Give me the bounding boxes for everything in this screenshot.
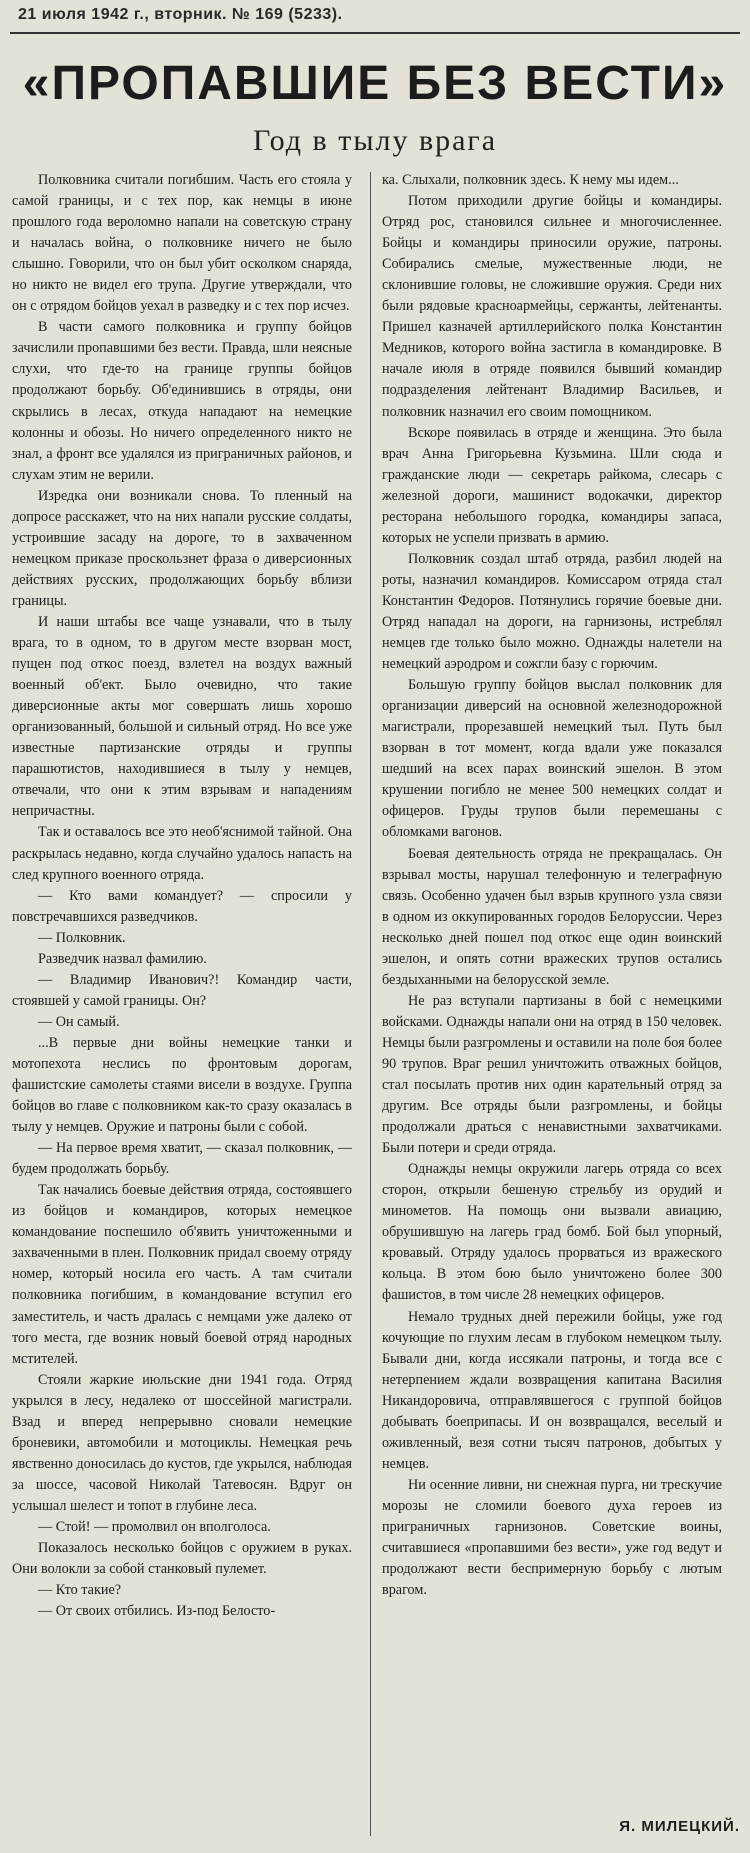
article-column-right bbox=[382, 170, 722, 1850]
paragraph: Изредка они возникали снова. То пленный на допросе расскажет, что на них напали русские солдаты, устроившие засаду на дороге, то в захваченном немецком приказе проскользнет фраза о диверсионных действиях русских, продолжающих борьбу вблизи границы. bbox=[12, 487, 352, 609]
author-signature: Я. МИЛЕЦКИЙ. bbox=[619, 1818, 740, 1835]
paragraph: Однажды немцы окружили лагерь отряда со всех сторон, открыли бешеную стрельбу из орудий и минометов. На помощь они вызвали авиацию, обрушившую на лагерь град бомб. Бой был упорный, кровавый. Отряду удалось прорваться из вражеского кольца. В этом бою было уничтожено более 300 фашистов, в том числе 28 немецких офицеров. bbox=[382, 1161, 722, 1304]
paragraph: — Полковник. bbox=[38, 929, 126, 946]
paragraph: Потом приходили другие бойцы и командиры. Отряд рос, становился сильнее и многочисленнее. Бойцы и командиры приносили оружие, патроны. Собирались смелые, мужественные люди, не склонившие головы, не сложившие оружия. Среди них были рядовые красноармейцы, сержанты, лейтенанты. Пришел казначей артиллерийского полка Константин Медников, которого война застигла в командировке. В начале июля в отряде появился бывший командир подразделения лейтенант Владимир Васильев, и полковник назначил его своим помощником. bbox=[382, 193, 722, 420]
paragraph: Так начались боевые действия отряда, состоявшего из бойцов и командиров, которых немецкое командование поспешило об'явить уничтоженными и захваченными в плен. Полковник придал своему отряду номер, который носила его часть. А там считали полковника погибшим, в командование вступил его заместитель, и часть дралась с немцами уже далеко от того места, где возник новый боевой отряд народных мстителей. bbox=[12, 1182, 352, 1367]
issue-header: 21 июля 1942 г., вторник. № 169 (5233). bbox=[18, 6, 343, 23]
paragraph: Показалось несколько бойцов с оружием в руках. Они волокли за собой станковый пулемет. bbox=[12, 1540, 352, 1578]
paragraph: — Он самый. bbox=[38, 1013, 120, 1030]
paragraph: — Кто вами командует? — спросили у повстречавшихся разведчиков. bbox=[12, 887, 352, 925]
paragraph: Так и оставалось все это необ'яснимой тайной. Она раскрылась недавно, когда случайно удалось напасть на след крупного военного отряда. bbox=[12, 824, 352, 883]
paragraph: — Владимир Иванович?! Командир части, стоявшей у самой границы. Он? bbox=[12, 971, 352, 1009]
paragraph: — Кто такие? bbox=[38, 1582, 122, 1599]
paragraph: Боевая деятельность отряда не прекращалась. Он взрывал мосты, нарушал телефонную и телеграфную связь. Особенно удачен был взрыв крупного узла связи в одном из оккупированных городов Белоруссии. Через несколько дней пошел под откос еще один воинский эшелон, и опять сотни вражеских трупов остались бездыханными на белорусской земле. bbox=[382, 845, 722, 988]
paragraph: Полковник создал штаб отряда, разбил людей на роты, назначил командиров. Комиссаром отряда стал Константин Федоров. Потянулись горячие боевые дни. Отряд нападал на дороги, на гарнизоны, истреблял немцев где только было можно. Однажды налетели на немецкий аэродром и сожгли базу с горючим. bbox=[382, 550, 722, 673]
paragraph: В части самого полковника и группу бойцов зачислили пропавшими без вести. Правда, шли неясные слухи, что где-то на границе группы бойцов продолжают борьбу. Об'единившись в отряды, они скрылись в лесах, откуда нападают на немецкие колонны и обозы. Но ничего определенного никто не знал, а фронт все удалялся из приграничных районов, и слухам этим не верили. bbox=[12, 319, 352, 483]
header-rule bbox=[10, 32, 740, 34]
paragraph: Большую группу бойцов выслал полковник для организации диверсий на основной железнодорожной магистрали, прорезавшей немецкий тыл. Путь был взорван в тот момент, когда вдали уже показался шедший на всех парах воинский эшелон. В этом крушении погибло не менее 500 немецких солдат и офицеров. Груды трупов были перемешаны с обломками вагонов. bbox=[382, 677, 722, 841]
paragraph: Вскоре появилась в отряде и женщина. Это была врач Анна Григорьевна Кузьмина. Шли сюда и гражданские люди — секретарь райкома, слесарь с железной дороги, машинист водокачки, директор ресторана небольшого городка, командиры запаса, которых не успели призвать в армию. bbox=[382, 424, 722, 546]
paragraph: — На первое время хватит, — сказал полковник, — будем продолжать борьбу. bbox=[12, 1140, 352, 1178]
paragraph: ка. Слыхали, полковник здесь. К нему мы идем... bbox=[382, 172, 679, 188]
paragraph: Стояли жаркие июльские дни 1941 года. Отряд укрылся в лесу, недалеко от шоссейной магистрали. Взад и вперед непрерывно сновали немецкие броневики, автомобили и мотоциклы. Немецкая речь явственно доносилась до кустов, где укрылся, наблюдая за шоссе, часовой Николай Татевосян. Вдруг он услышал шелест и топот в глубине леса. bbox=[12, 1371, 352, 1514]
article-title: «ПРОПАВШИЕ БЕЗ ВЕСТИ» bbox=[22, 57, 728, 110]
paragraph: И наши штабы все чаще узнавали, что в тылу врага, то в одном, то в другом месте взорван мост, пущен под откос поезд, взлетел на воздух важный военный об'ект. Было очевидно, что такие диверсионные акты мог совершать лишь хорошо организованный, большой и сильный отряд. Но все уже известные партизанские отряды и группы парашютистов, находившиеся в тылу у немцев, отвечали, что они к этим взрывам и нападениям непричастны. bbox=[12, 613, 352, 820]
article-column-left bbox=[12, 170, 352, 1850]
paragraph: — От своих отбились. Из-под Белосто- bbox=[38, 1603, 276, 1620]
paragraph: Полковника считали погибшим. Часть его стояла у самой границы, и с тех пор, как немцы в июне прошлого года вероломно напали на советскую страну и началась война, о полковнике ничего не было слышно. Говорили, что он был убит осколком снаряда, но никто не видел его трупа. Другие утверждали, что он с отрядом бойцов уехал в разведку и с тех пор исчез. bbox=[12, 172, 352, 315]
paragraph: Ни осенние ливни, ни снежная пурга, ни трескучие морозы не сломили боевого духа героев из приграничных гарнизонов. Советские воины, считавшиеся «пропавшими без вести», уже год ведут и продолжают вести беспримерную борьбу с лютым врагом. bbox=[382, 1476, 722, 1599]
paragraph: ...В первые дни войны немецкие танки и мотопехота неслись по фронтовым дорогам, фашистские самолеты стаями висели в воздухе. Группа бойцов во главе с полковником как-то сразу оказалась в тылу у немцев. Оружие и патроны были с собой. bbox=[12, 1034, 352, 1136]
paragraph: — Стой! — промолвил он вполголоса. bbox=[38, 1519, 271, 1535]
paragraph: Немало трудных дней пережили бойцы, уже год кочующие по глухим лесам в глубоком немецком тылу. Бывали дни, когда иссякали патроны, и тогда все с нетерпением ждали возвращения капитана Василия Никандоровича, отправлявшегося с группой бойцов добывать боеприпасы. И он возвращался, веселый и оживленный, везя сотни тысяч патронов, добытых у немцев. bbox=[382, 1308, 722, 1472]
article-subtitle: Год в тылу врага bbox=[252, 124, 498, 157]
paragraph: Разведчик назвал фамилию. bbox=[38, 950, 207, 967]
column-divider bbox=[370, 172, 371, 1836]
paragraph: Не раз вступали партизаны в бой с немецкими войсками. Однажды напали они на отряд в 150 человек. Немцы были разгромлены и оставили на поле боя более 90 трупов. Враг решил уничтожить отважных бойцов, стал посылать против них один карательный отряд за другим. Все отряды были разгромлены, и бойцы продолжали драться с ненавистными захватчиками. Были потери и среди отряда. bbox=[382, 992, 722, 1157]
